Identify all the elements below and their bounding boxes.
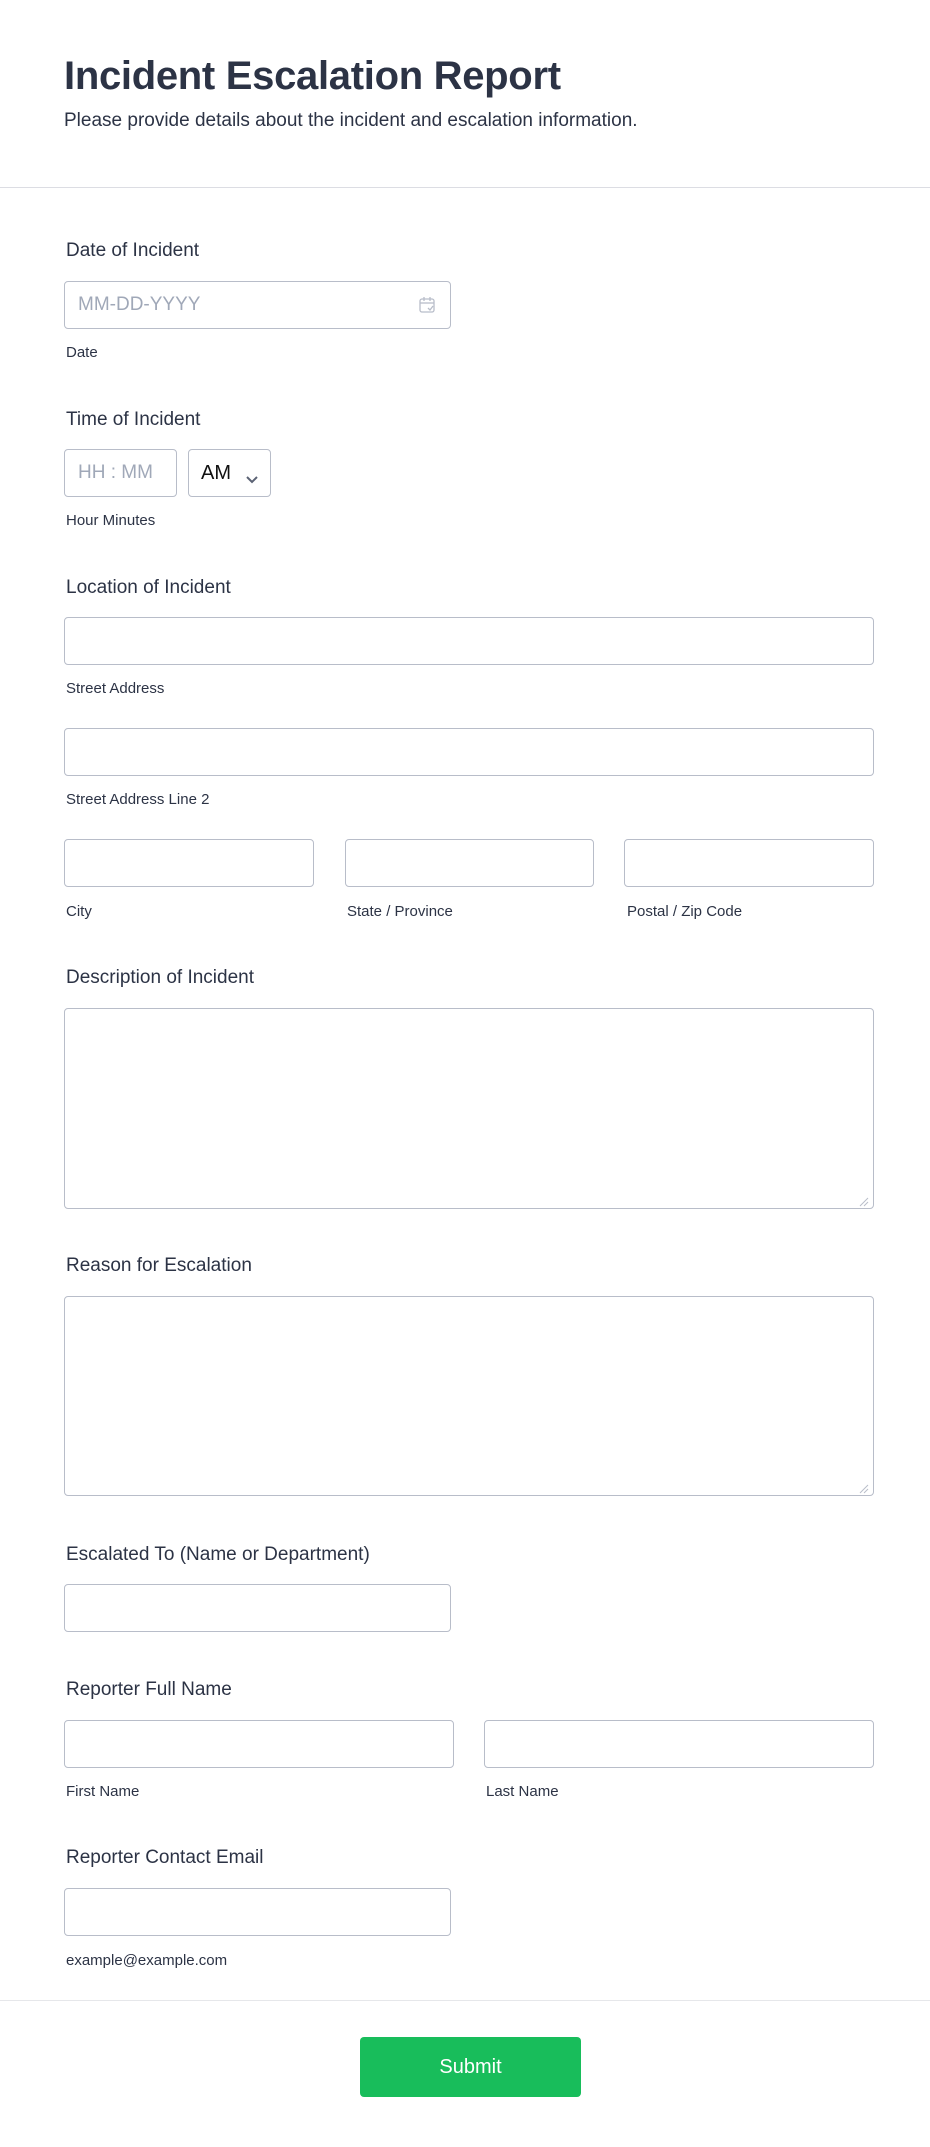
description-textarea[interactable] <box>64 1008 874 1209</box>
first-name-input[interactable] <box>64 1720 454 1768</box>
date-label: Date of Incident <box>66 240 200 261</box>
reason-textarea[interactable] <box>64 1296 874 1496</box>
state-input[interactable] <box>345 839 594 887</box>
time-sublabel: Hour Minutes <box>66 512 156 529</box>
street-address-line2-input[interactable] <box>64 728 874 776</box>
footer-divider <box>0 2000 930 2001</box>
chevron-down-icon <box>245 468 259 478</box>
location-label: Location of Incident <box>66 577 231 598</box>
header-divider <box>0 187 930 188</box>
first-name-sublabel: First Name <box>66 1783 140 1800</box>
zip-input[interactable] <box>624 839 874 887</box>
submit-button[interactable]: Submit <box>360 2037 581 2097</box>
escalated-to-label: Escalated To (Name or Department) <box>66 1544 370 1565</box>
date-input[interactable] <box>64 281 451 329</box>
street-address-sublabel: Street Address <box>66 680 165 697</box>
last-name-input[interactable] <box>484 1720 874 1768</box>
description-label: Description of Incident <box>66 967 254 988</box>
reporter-name-label: Reporter Full Name <box>66 1679 232 1700</box>
street-address-input[interactable] <box>64 617 874 665</box>
reporter-email-label: Reporter Contact Email <box>66 1847 264 1868</box>
page-title: Incident Escalation Report <box>64 54 561 98</box>
email-input[interactable] <box>64 1888 451 1936</box>
date-sublabel: Date <box>66 344 98 361</box>
page-subtitle: Please provide details about the incident and escalation information. <box>64 110 638 131</box>
street-address-line2-sublabel: Street Address Line 2 <box>66 791 210 808</box>
last-name-sublabel: Last Name <box>486 1783 559 1800</box>
time-label: Time of Incident <box>66 409 201 430</box>
zip-sublabel: Postal / Zip Code <box>627 903 743 920</box>
city-sublabel: City <box>66 903 92 920</box>
resize-handle-icon[interactable] <box>859 1481 869 1491</box>
city-input[interactable] <box>64 839 314 887</box>
ampm-selected-value: AM <box>201 461 231 484</box>
reason-label: Reason for Escalation <box>66 1255 252 1276</box>
calendar-icon[interactable] <box>417 295 437 315</box>
resize-handle-icon[interactable] <box>859 1194 869 1204</box>
time-input[interactable] <box>64 449 177 497</box>
escalated-to-input[interactable] <box>64 1584 451 1632</box>
state-sublabel: State / Province <box>347 903 453 920</box>
email-sublabel: example@example.com <box>66 1952 228 1969</box>
ampm-select[interactable] <box>188 449 271 497</box>
